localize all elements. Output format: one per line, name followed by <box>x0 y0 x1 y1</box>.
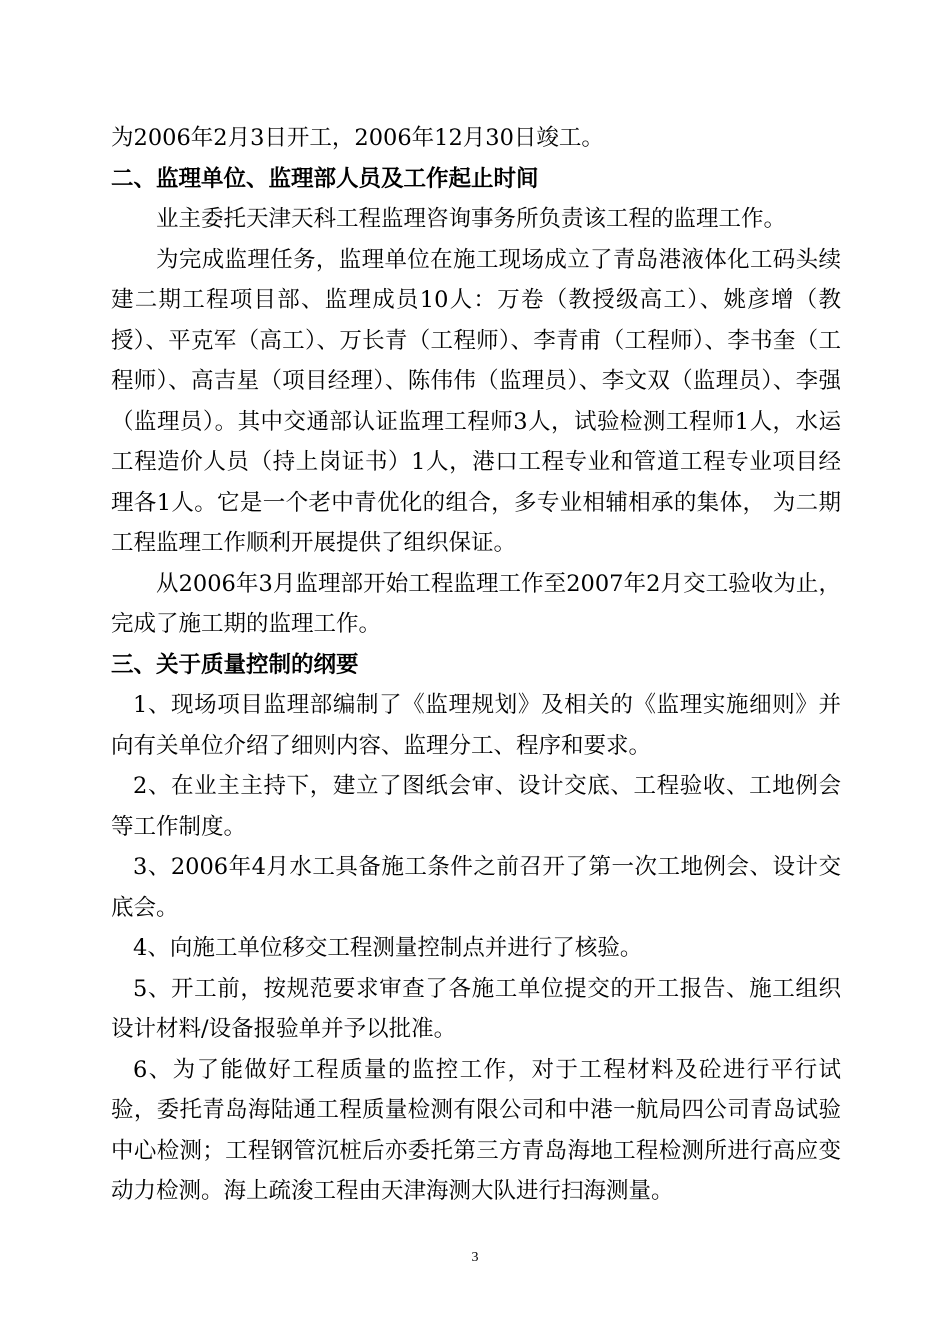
section-heading-3: 三、关于质量控制的纲要 <box>111 651 359 678</box>
paragraph-supervision-period: 从2006年3月监理部开始工程监理工作至2007年2月交工验收为止，完成了施工期的监理工作。 <box>111 570 841 637</box>
list-item-3: 3、2006年4月水工具备施工条件之前召开了第一次工地例会、设计交底会。 <box>111 854 841 921</box>
list-item-6: 6、为了能做好工程质量的监控工作，对于工程材料及砼进行平行试验，委托青岛海陆通工程质量检测有限公司和中港一航局四公司青岛试验中心检测；工程钢管沉桩后亦委托第三方青岛海地工程检测所进行高应变动力检测。海上疏浚工程由天津海测大队进行扫海测量。 <box>111 1056 841 1204</box>
paragraph-completion-dates: 为2006年2月3日开工，2006年12月30日竣工。 <box>111 125 604 151</box>
page-number: 3 <box>471 1250 479 1265</box>
list-item-1: 1、现场项目监理部编制了《监理规划》及相关的《监理实施细则》并向有关单位介绍了细则内容、监理分工、程序和要求。 <box>111 692 841 759</box>
list-item-5: 5、开工前，按规范要求审查了各施工单位提交的开工报告、施工组织设计材料/设备报验单并予以批准。 <box>111 975 841 1042</box>
section-heading-2: 二、监理单位、监理部人员及工作起止时间 <box>111 165 539 192</box>
paragraph-supervision-staff: 为完成监理任务，监理单位在施工现场成立了青岛港液体化工码头续建二期工程项目部、监理成员10人：万卷（教授级高工）、姚彦增（教授）、平克军（高工）、万长青（工程师）、李青甫（工程师）、李书奎（工程师）、高吉星（项目经理）、陈伟伟（监理员）、李文双（监理员）、李强（监理员）。其中交通部认证监理工程师3人，试验检测工程师1人，水运工程造价人员（持上岗证书）1人，港口工程专业和管道工程专业项目经理各1人。它是一个老中青优化的组合，多专业相辅相承的集体， 为二期工程监理工作顺利开展提供了组织保证。 <box>111 246 841 556</box>
list-item-4: 4、向施工单位移交工程测量控制点并进行了核验。 <box>133 935 643 961</box>
list-item-2: 2、在业主主持下，建立了图纸会审、设计交底、工程验收、工地例会等工作制度。 <box>111 773 841 840</box>
document-page <box>111 118 841 1212</box>
paragraph-owner-entrust: 业主委托天津天科工程监理咨询事务所负责该工程的监理工作。 <box>156 206 787 232</box>
